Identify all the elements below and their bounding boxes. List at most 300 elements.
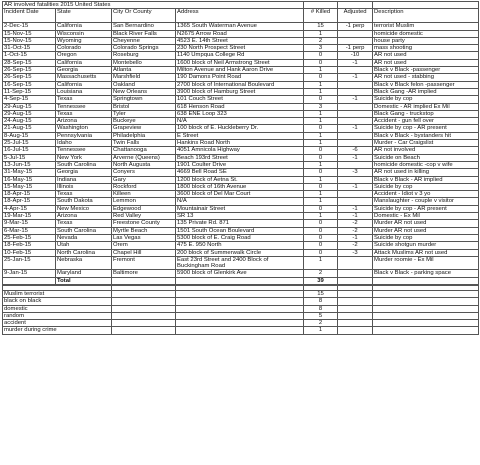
table-row	[3, 81, 479, 88]
table-row	[3, 198, 479, 205]
cell-killed: 1	[304, 213, 338, 220]
cell-killed: 0	[304, 249, 338, 256]
table-row	[3, 242, 479, 249]
cell-killed: 1	[304, 198, 338, 205]
table-row	[3, 30, 479, 37]
cell-address: SR 13	[176, 213, 304, 220]
cell-address: 1200 block of Aetna St.	[176, 176, 304, 183]
cell-adjusted	[338, 88, 373, 95]
cell-adjusted	[338, 103, 373, 110]
cell-city: Baltimore	[112, 270, 176, 277]
cell-city: Buckeye	[112, 118, 176, 125]
cell-address: 3600 block of Del Mar Court	[176, 191, 304, 198]
cell-description: Black Gang -AR implied	[373, 88, 479, 95]
cell-state: Idaho	[56, 140, 112, 147]
cell-killed: 2	[304, 37, 338, 44]
cell-date: 15-Nov-15	[3, 30, 56, 37]
cell-adjusted	[338, 110, 373, 117]
summary-row	[3, 320, 479, 327]
cell-state: Texas	[56, 96, 112, 103]
cell-state: Tennessee	[56, 147, 112, 154]
cell-adjusted: -1	[338, 96, 373, 103]
cell-city: Conyers	[112, 169, 176, 176]
cell-city: Oakland	[112, 81, 176, 88]
cell-killed: 3	[304, 45, 338, 52]
cell-date: 18-Apr-15	[3, 191, 56, 198]
cell-killed: 0	[304, 125, 338, 132]
cell-city: Red Valley	[112, 213, 176, 220]
cell-city: Bristol	[112, 103, 176, 110]
cell-description: Murder AR not used	[373, 227, 479, 234]
cell-description: Black v Black -passenger	[373, 67, 479, 74]
cell-killed: 0	[304, 242, 338, 249]
cell-city: Lemmon	[112, 198, 176, 205]
cell-city: Arverne (Queens)	[112, 154, 176, 161]
cell-date: 24-Aug-15	[3, 118, 56, 125]
cell-date: 25-Jan-15	[3, 256, 56, 270]
cell-city: Edgewood	[112, 205, 176, 212]
cell-address: 618 Henson Road	[176, 103, 304, 110]
cell-address: N/A	[176, 198, 304, 205]
header-killed: # Killed	[304, 9, 338, 23]
cell-description: Black v Black - AR implied	[373, 176, 479, 183]
cell-address: 2700 block of International Boulevard	[176, 81, 304, 88]
header-city: City Or County	[112, 9, 176, 23]
cell-adjusted	[338, 140, 373, 147]
cell-adjusted: -1	[338, 74, 373, 81]
table-row	[3, 176, 479, 183]
cell-date: 16-May-15	[3, 176, 56, 183]
cell-killed: 0	[304, 234, 338, 241]
cell-date: 9-Mar-15	[3, 220, 56, 227]
table-row	[3, 256, 479, 270]
cell-state: New Mexico	[56, 205, 112, 212]
cell-state: California	[56, 59, 112, 66]
cell-description: Murder AR not used	[373, 220, 479, 227]
cell-date: 31-Oct-15	[3, 45, 56, 52]
summary-value: 2	[304, 320, 338, 327]
cell-state: Arizona	[56, 213, 112, 220]
cell-address: East 23rd Street and 2400 Block of Buckingham Road	[176, 256, 304, 270]
table-row	[3, 23, 479, 30]
cell-address: 1365 South Waterman Avenue	[176, 23, 304, 30]
table-row	[3, 132, 479, 139]
cell-date: 1-Oct-15	[3, 52, 56, 59]
cell-date: 16-Sep-15	[3, 81, 56, 88]
summary-row	[3, 312, 479, 319]
cell-killed: 0	[304, 59, 338, 66]
table-row	[3, 67, 479, 74]
cell-killed: 0	[304, 52, 338, 59]
cell-description: Black v Black - bystanders hit	[373, 132, 479, 139]
table-row	[3, 249, 479, 256]
cell-city: Springtown	[112, 96, 176, 103]
cell-description: house party	[373, 37, 479, 44]
cell-killed: 0	[304, 154, 338, 161]
cell-killed: 0	[304, 169, 338, 176]
cell-date: 29-Aug-15	[3, 103, 56, 110]
cell-state: Illinois	[56, 183, 112, 190]
cell-state: New York	[56, 154, 112, 161]
cell-adjusted: -1	[338, 183, 373, 190]
cell-killed: 1	[304, 118, 338, 125]
cell-date: 29-Aug-15	[3, 110, 56, 117]
cell-address: Milton Avenue and Hank Aaron Drive	[176, 67, 304, 74]
cell-killed: 1	[304, 88, 338, 95]
cell-date: 16-Jul-15	[3, 147, 56, 154]
cell-adjusted: -1	[338, 125, 373, 132]
cell-description: AR not used - stabbing	[373, 74, 479, 81]
cell-date: 6-Mar-15	[3, 227, 56, 234]
summary-row	[3, 290, 479, 297]
cell-killed: 1	[304, 161, 338, 168]
table-row	[3, 227, 479, 234]
sheet-title: AR involved fatalities 2015 United States	[3, 2, 304, 9]
cell-description: AR not involved	[373, 147, 479, 154]
cell-date: 19-Mar-15	[3, 213, 56, 220]
cell-date: 11-Sep-15	[3, 88, 56, 95]
cell-date: 4-Sep-15	[3, 96, 56, 103]
fatalities-table	[2, 1, 479, 285]
cell-adjusted	[338, 30, 373, 37]
summary-label: murder during crime	[3, 327, 112, 334]
cell-address: Beach 193rd Street	[176, 154, 304, 161]
cell-killed: 0	[304, 227, 338, 234]
cell-description: Attack Muslims AR not used	[373, 249, 479, 256]
header-address: Address	[176, 9, 304, 23]
cell-address: 100 block of E. Huckleberry Dr.	[176, 125, 304, 132]
cell-state: Massachusetts	[56, 74, 112, 81]
cell-adjusted	[338, 67, 373, 74]
table-row	[3, 220, 479, 227]
cell-date: 15-May-15	[3, 183, 56, 190]
total-value: 39	[304, 277, 338, 284]
summary-value: 8	[304, 305, 338, 312]
cell-address: 1600 block of Neil Armstrong Street	[176, 59, 304, 66]
cell-date: 13-Jun-15	[3, 161, 56, 168]
cell-description: Suicide by cop - AR present	[373, 205, 479, 212]
cell-adjusted: -1	[338, 59, 373, 66]
cell-state: Nevada	[56, 234, 112, 241]
cell-city: Myrtle Beach	[112, 227, 176, 234]
cell-city: Las Vegas	[112, 234, 176, 241]
cell-state: Indiana	[56, 176, 112, 183]
cell-description: Suicide on Beach	[373, 154, 479, 161]
cell-city: Philadelphia	[112, 132, 176, 139]
table-row	[3, 140, 479, 147]
cell-killed: 1	[304, 67, 338, 74]
header-description: Description	[373, 9, 479, 23]
total-row	[3, 277, 479, 284]
table-row	[3, 59, 479, 66]
cell-killed: 1	[304, 176, 338, 183]
cell-city: Tyler	[112, 110, 176, 117]
cell-adjusted: -1 perp	[338, 23, 373, 30]
cell-adjusted	[338, 176, 373, 183]
cell-date: 10-Feb-15	[3, 249, 56, 256]
cell-address: Mountainair Street	[176, 205, 304, 212]
cell-date: 31-May-15	[3, 169, 56, 176]
cell-address: 4523 E. 14th Street	[176, 37, 304, 44]
cell-state: California	[56, 81, 112, 88]
cell-address: 5900 block of Glenkirk Ave	[176, 270, 304, 277]
cell-description: Murder - Car Craigslist	[373, 140, 479, 147]
cell-description: mass shooting	[373, 45, 479, 52]
table-row	[3, 270, 479, 277]
spreadsheet	[2, 1, 478, 335]
summary-label: accident	[3, 320, 112, 327]
cell-adjusted: -2	[338, 220, 373, 227]
cell-city: Colorado Springs	[112, 45, 176, 52]
cell-killed: 0	[304, 96, 338, 103]
cell-description: AR not used	[373, 59, 479, 66]
cell-killed: 1	[304, 191, 338, 198]
cell-description: Murder roomie - Ex Mil	[373, 256, 479, 270]
cell-killed: 0	[304, 183, 338, 190]
total-label: Total	[56, 277, 112, 284]
cell-city: Fremont	[112, 256, 176, 270]
table-row	[3, 147, 479, 154]
cell-killed: 0	[304, 74, 338, 81]
summary-row	[3, 298, 479, 305]
cell-state: Colorado	[56, 45, 112, 52]
header-row	[3, 9, 479, 23]
cell-adjusted	[338, 81, 373, 88]
cell-city: Marshfield	[112, 74, 176, 81]
cell-city: Orem	[112, 242, 176, 249]
cell-description: terrorist Muslim	[373, 23, 479, 30]
cell-killed: 1	[304, 132, 338, 139]
cell-date: 5-Jul-15	[3, 154, 56, 161]
cell-state: South Carolina	[56, 161, 112, 168]
cell-adjusted	[338, 161, 373, 168]
cell-adjusted: -10	[338, 52, 373, 59]
cell-city: Atlanta	[112, 67, 176, 74]
cell-adjusted	[338, 118, 373, 125]
cell-state: Texas	[56, 220, 112, 227]
cell-description: Suicide shotgun murder	[373, 242, 479, 249]
summary-row	[3, 327, 479, 334]
cell-city: San Bernardino	[112, 23, 176, 30]
summary-label: domestic	[3, 305, 112, 312]
cell-adjusted: -1	[338, 205, 373, 212]
table-row	[3, 45, 479, 52]
cell-killed: 1	[304, 81, 338, 88]
cell-description: Domestic - AR implied Ex Mil	[373, 103, 479, 110]
cell-killed: 15	[304, 23, 338, 30]
cell-killed: 2	[304, 270, 338, 277]
cell-address: 1501 South Ocean Boulevard	[176, 227, 304, 234]
cell-city: Montebello	[112, 59, 176, 66]
cell-address: 200 block of Summerwalk Circle	[176, 249, 304, 256]
cell-adjusted: -1	[338, 154, 373, 161]
cell-city: Rockford	[112, 183, 176, 190]
cell-city: Twin Falls	[112, 140, 176, 147]
cell-state: South Carolina	[56, 227, 112, 234]
cell-address: 1140 Umpqua College Rd	[176, 52, 304, 59]
cell-date: 28-Sep-15	[3, 59, 56, 66]
summary-label: random	[3, 312, 112, 319]
cell-address: 1901 Coulter Drive	[176, 161, 304, 168]
cell-adjusted	[338, 37, 373, 44]
summary-row	[3, 305, 479, 312]
cell-address: 3900 block of Hamburg Street	[176, 88, 304, 95]
cell-killed: 0	[304, 220, 338, 227]
cell-address: 230 North Prospect Street	[176, 45, 304, 52]
cell-adjusted: -1	[338, 213, 373, 220]
cell-address: 135 Private Rd. 871	[176, 220, 304, 227]
cell-killed: 0	[304, 147, 338, 154]
summary-table	[2, 285, 479, 335]
cell-description: Domestic - Ex Mil	[373, 213, 479, 220]
cell-description: Suicide by cop - AR present	[373, 125, 479, 132]
table-row	[3, 88, 479, 95]
table-row	[3, 191, 479, 198]
cell-adjusted	[338, 256, 373, 270]
header-date: Incident Date	[3, 9, 56, 23]
header-state: State	[56, 9, 112, 23]
cell-address: 4669 Bell Road SE	[176, 169, 304, 176]
cell-adjusted: -6	[338, 147, 373, 154]
table-row	[3, 161, 479, 168]
cell-state: Arizona	[56, 118, 112, 125]
cell-description: Black v Black - parking space	[373, 270, 479, 277]
cell-description: AR not used in killing	[373, 169, 479, 176]
table-row	[3, 52, 479, 59]
cell-killed: 1	[304, 140, 338, 147]
cell-address: N2675 Arrow Road	[176, 30, 304, 37]
table-row	[3, 74, 479, 81]
cell-state: South Dakota	[56, 198, 112, 205]
table-row	[3, 96, 479, 103]
cell-adjusted: -1 perp	[338, 45, 373, 52]
cell-city: Roseburg	[112, 52, 176, 59]
title-row	[3, 2, 479, 9]
summary-value: 1	[304, 327, 338, 334]
cell-date: 15-Nov-15	[3, 37, 56, 44]
summary-value: 5	[304, 312, 338, 319]
cell-state: California	[56, 23, 112, 30]
cell-city: New Orleans	[112, 88, 176, 95]
cell-date: 25-Feb-15	[3, 234, 56, 241]
summary-value: 8	[304, 298, 338, 305]
cell-state: Louisiana	[56, 88, 112, 95]
cell-description: Suicide by cop	[373, 96, 479, 103]
cell-city: North Augusta	[112, 161, 176, 168]
table-row	[3, 183, 479, 190]
table-row	[3, 169, 479, 176]
cell-city: Chattanooga	[112, 147, 176, 154]
cell-date: 4-Apr-15	[3, 205, 56, 212]
cell-adjusted: -3	[338, 169, 373, 176]
cell-city: Cheyenne	[112, 37, 176, 44]
table-row	[3, 154, 479, 161]
cell-description: Manslaughter - couple v visitor	[373, 198, 479, 205]
cell-adjusted	[338, 198, 373, 205]
cell-address: 4051 Amnicola Highway	[176, 147, 304, 154]
cell-state: Washington	[56, 125, 112, 132]
cell-description: Suicide by cop	[373, 234, 479, 241]
cell-adjusted: -1	[338, 234, 373, 241]
cell-description: homicide domestic	[373, 30, 479, 37]
table-row	[3, 234, 479, 241]
cell-killed: 1	[304, 256, 338, 270]
cell-city: Killeen	[112, 191, 176, 198]
cell-killed: 1	[304, 110, 338, 117]
cell-description: Suicide by cop	[373, 183, 479, 190]
cell-state: Georgia	[56, 169, 112, 176]
cell-date: 9-Jan-15	[3, 270, 56, 277]
cell-state: Utah	[56, 242, 112, 249]
cell-address: 190 Damons Point Road	[176, 74, 304, 81]
cell-adjusted: -2	[338, 227, 373, 234]
table-row	[3, 110, 479, 117]
table-row	[3, 37, 479, 44]
summary-label: Muslim terrorist	[3, 290, 112, 297]
cell-date: 18-Feb-15	[3, 242, 56, 249]
cell-description: Accident - gun fell over	[373, 118, 479, 125]
cell-state: Texas	[56, 191, 112, 198]
cell-address: 5300 block of E. Craig Road	[176, 234, 304, 241]
cell-city: Grapeview	[112, 125, 176, 132]
cell-killed: 1	[304, 30, 338, 37]
cell-description: Accident - Idiot v 3 yo	[373, 191, 479, 198]
table-row	[3, 205, 479, 212]
cell-state: North Carolina	[56, 249, 112, 256]
cell-description: Black v Black felon -passenger	[373, 81, 479, 88]
cell-address: Hankins Road North	[176, 140, 304, 147]
summary-label: black on black	[3, 298, 112, 305]
cell-adjusted	[338, 191, 373, 198]
cell-adjusted	[338, 132, 373, 139]
table-row	[3, 118, 479, 125]
cell-date: 8-Aug-15	[3, 132, 56, 139]
cell-address: N/A	[176, 118, 304, 125]
cell-killed: 3	[304, 103, 338, 110]
cell-date: 26-Sep-15	[3, 67, 56, 74]
cell-adjusted	[338, 270, 373, 277]
cell-killed: 0	[304, 205, 338, 212]
cell-city: Black River Falls	[112, 30, 176, 37]
cell-state: Pennsylvania	[56, 132, 112, 139]
table-row	[3, 103, 479, 110]
cell-address: 638 ENE Loop 323	[176, 110, 304, 117]
cell-state: Wyoming	[56, 37, 112, 44]
cell-date: 25-Jul-15	[3, 140, 56, 147]
cell-adjusted: -3	[338, 249, 373, 256]
cell-description: Black Gang - truckstop	[373, 110, 479, 117]
cell-state: Wisconsin	[56, 30, 112, 37]
cell-date: 2-Dec-15	[3, 23, 56, 30]
cell-city: Freestone County	[112, 220, 176, 227]
cell-state: Texas	[56, 110, 112, 117]
summary-value: 15	[304, 290, 338, 297]
cell-description: AR not used	[373, 52, 479, 59]
cell-address: 475 E. 950 North	[176, 242, 304, 249]
cell-state: Oregon	[56, 52, 112, 59]
table-row	[3, 213, 479, 220]
cell-address: 1800 block of 16th Avenue	[176, 183, 304, 190]
cell-city: Chapel Hill	[112, 249, 176, 256]
cell-address: 101 Couch Street	[176, 96, 304, 103]
cell-state: Tennessee	[56, 103, 112, 110]
cell-date: 21-Aug-15	[3, 125, 56, 132]
cell-state: Maryland	[56, 270, 112, 277]
table-row	[3, 125, 479, 132]
cell-date: 18-Apr-15	[3, 198, 56, 205]
cell-state: Georgia	[56, 67, 112, 74]
cell-adjusted: -2	[338, 242, 373, 249]
